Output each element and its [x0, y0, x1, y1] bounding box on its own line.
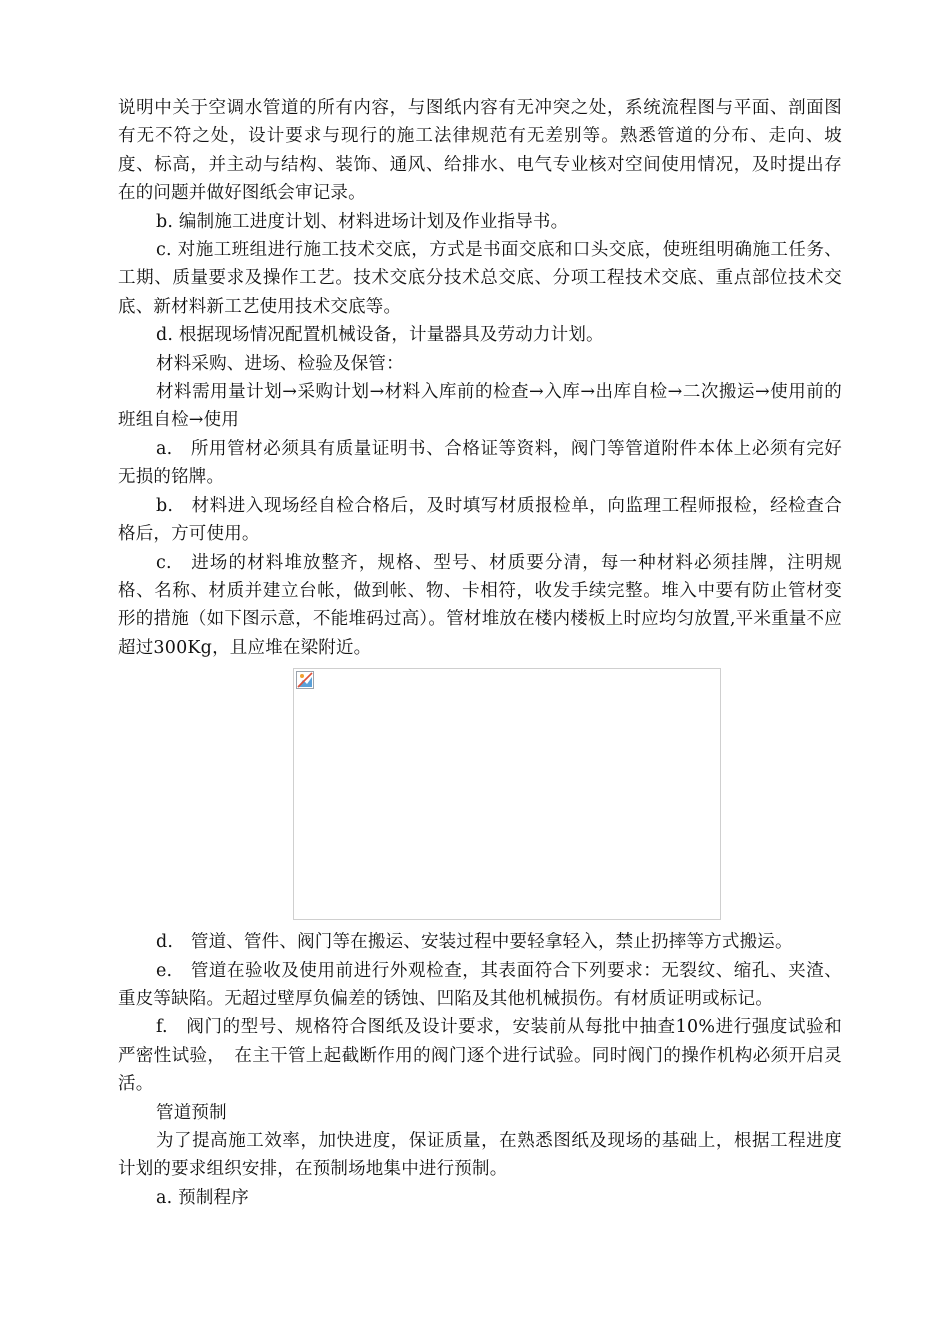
- paragraphs-before-figure: [118, 94, 842, 662]
- paragraph: a. 所用管材必须具有质量证明书、合格证等资料，阀门等管道附件本体上必须有完好无损的铭牌。: [118, 438, 842, 488]
- paragraphs-after-figure: [118, 928, 842, 1212]
- paragraph: c. 对施工班组进行施工技术交底，方式是书面交底和口头交底，使班组明确施工任务、工期、质量要求及操作工艺。技术交底分技术总交底、分项工程技术交底、重点部位技术交底、新材料新工艺使用技术交底等。: [118, 240, 842, 317]
- paragraph: c. 进场的材料堆放整齐，规格、型号、材质要分清，每一种材料必须挂牌，注明规格、名称、材质并建立台帐，做到帐、物、卡相符，收发手续完整。堆入中要有防止管材变形的措施（如下图示意，不能堆码过高）。管材堆放在楼内楼板上时应均匀放置,平米重量不应超过300Kg，且应堆在梁附近。: [118, 552, 842, 658]
- paragraph: e. 管道在验收及使用前进行外观检查，其表面符合下列要求：无裂纹、缩孔、夹渣、重皮等缺陷。无超过壁厚负偏差的锈蚀、凹陷及其他机械损伤。有材质证明或标记。: [118, 960, 842, 1009]
- paragraph: f. 阀门的型号、规格符合图纸及设计要求，安装前从每批中抽查10%进行强度试验和严密性试验， 在主干管上起截断作用的阀门逐个进行试验。同时阀门的操作机构必须开启灵活。: [118, 1017, 842, 1095]
- paragraph: b. 材料进入现场经自检合格后，及时填写材质报检单，向监理工程师报检，经检查合格后，方可使用。: [118, 495, 842, 545]
- paragraph: a. 预制程序: [156, 1187, 249, 1208]
- paragraph: d. 管道、管件、阀门等在搬运、安装过程中要轻拿轻入，禁止扔摔等方式搬运。: [156, 932, 793, 953]
- paragraph: b. 编制施工进度计划、材料进场计划及作业指导书。: [156, 211, 569, 232]
- paragraph: 管道预制: [156, 1102, 227, 1123]
- paragraph: 材料需用量计划→采购计划→材料入库前的检查→入库→出库自检→二次搬运→使用前的班组自检→使用: [118, 382, 842, 431]
- figure-placeholder: [293, 668, 721, 920]
- broken-image-icon: [296, 671, 314, 689]
- paragraph: 为了提高施工效率，加快进度，保证质量，在熟悉图纸及现场的基础上，根据工程进度计划的要求组织安排，在预制场地集中进行预制。: [118, 1130, 842, 1180]
- paragraph: 材料采购、进场、检验及保管：: [156, 353, 404, 374]
- document-body: [118, 94, 842, 1212]
- paragraph: 说明中关于空调水管道的所有内容，与图纸内容有无冲突之处，系统流程图与平面、剖面图有无不符之处，设计要求与现行的施工法律规范有无差别等。熟悉管道的分布、走向、坡度、标高，并主动与结构、装饰、通风、给排水、电气专业核对空间使用情况，及时提出存在的问题并做好图纸会审记录。: [118, 98, 842, 204]
- paragraph: d. 根据现场情况配置机械设备，计量器具及劳动力计划。: [156, 325, 604, 346]
